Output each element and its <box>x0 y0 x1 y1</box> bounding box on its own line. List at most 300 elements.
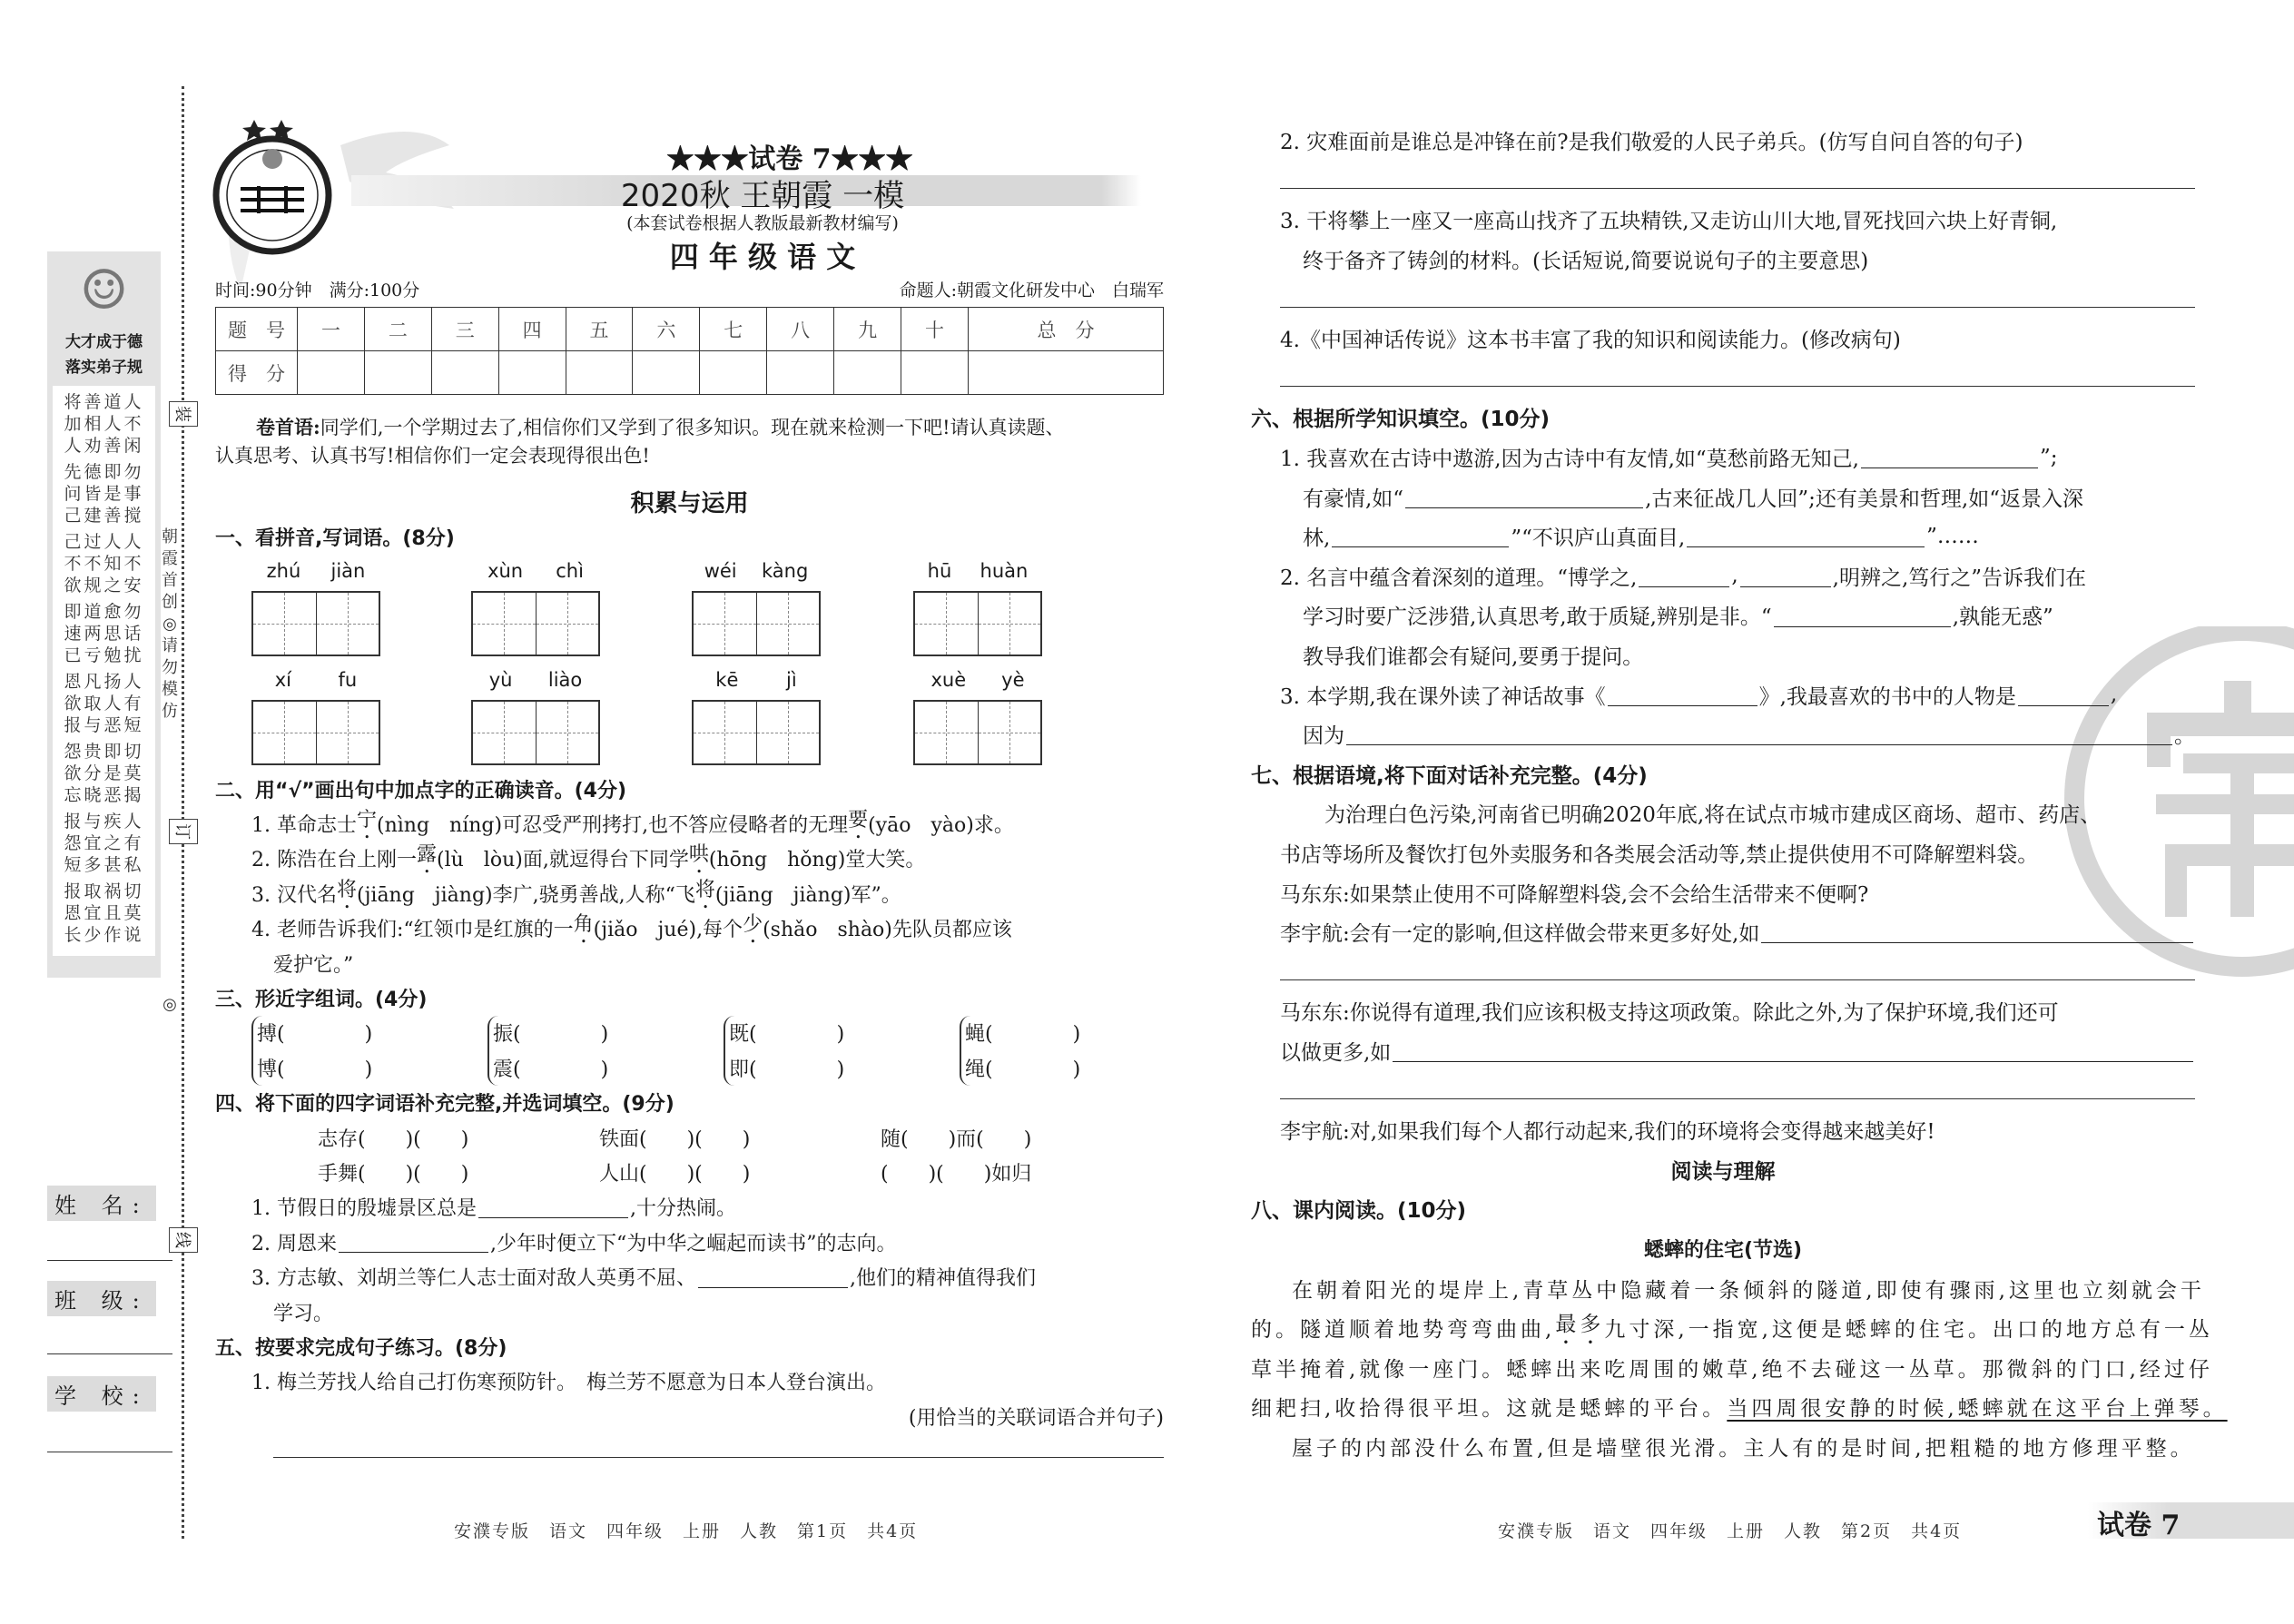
maxim-row: 人劝善闲 <box>64 436 144 456</box>
answer-blank[interactable] <box>339 1231 488 1253</box>
score-cell[interactable] <box>901 351 969 395</box>
underlined-sentence: 当四周很安静的时候,蟋蟀就在这平台上弹琴。 <box>1727 1397 2228 1422</box>
answer-line[interactable] <box>1280 359 2195 399</box>
q5-title <box>215 1329 1164 1363</box>
note-char: 仿 <box>162 702 178 721</box>
score-header-cell: 三 <box>431 308 498 351</box>
pinyin-syllable: yù <box>488 669 513 691</box>
maxim-row: 先德即勿 <box>64 462 144 482</box>
answer-line[interactable] <box>273 1433 1164 1468</box>
maxim-group <box>54 461 153 527</box>
q4-item <box>215 1190 1164 1225</box>
q6-line <box>1251 635 2195 675</box>
passage-line <box>1251 1427 2195 1467</box>
similar-char-pair <box>960 1016 1196 1086</box>
writing-grid[interactable] <box>692 591 821 656</box>
grid-cell[interactable] <box>757 593 820 655</box>
idiom-blank[interactable]: 随( )而( ) <box>881 1127 1032 1151</box>
maxim-row: 报与疾人 <box>64 812 144 832</box>
swirl-icon: ◎ <box>162 995 177 1014</box>
dotted-char: 少 <box>743 913 763 937</box>
score-table-header <box>216 308 1164 351</box>
maxim-row: 己建善搅 <box>64 506 144 526</box>
idiom-blank[interactable]: ( )( )如归 <box>881 1163 1032 1186</box>
q7-title <box>1251 754 2195 794</box>
pinyin-label <box>692 560 821 582</box>
dotted-char: 宁 <box>356 809 377 832</box>
text: 2. 陈浩在台上刚一 <box>251 849 417 872</box>
dialogue-line <box>1251 1031 2195 1071</box>
text: ,十分热闹。 <box>629 1197 736 1221</box>
class-input-line[interactable] <box>47 1353 172 1354</box>
score-cell[interactable] <box>298 351 365 395</box>
idiom-blank[interactable]: 志存( )( ) <box>318 1127 469 1151</box>
score-cell[interactable] <box>566 351 633 395</box>
q4-words-row <box>215 1120 1164 1155</box>
pinyin-label <box>913 560 1042 582</box>
maxim-row: 欲分是莫 <box>64 763 144 783</box>
writing-grid[interactable] <box>913 591 1042 656</box>
q4-title <box>215 1086 1164 1120</box>
note-char: 朝 <box>162 527 178 546</box>
maxim-group <box>54 741 153 806</box>
answer-blank[interactable] <box>698 1266 848 1288</box>
note-char: 勿 <box>162 658 178 677</box>
text: 的。隧道顺着地势弯弯曲曲, <box>1251 1318 1556 1343</box>
word-blank[interactable]: 博( ) <box>257 1058 373 1081</box>
pinyin-syllable: chì <box>556 560 584 582</box>
score-header-cell: 七 <box>700 308 767 351</box>
maxim-group <box>54 811 153 876</box>
score-header-cell: 十 <box>901 308 969 351</box>
text: 2. 名言中蕴含着深刻的道理。“博学之, <box>1280 566 1638 590</box>
q6-line <box>1251 477 2195 517</box>
answer-blank[interactable] <box>1346 723 2172 745</box>
text: ,古来征战几人回”;还有美景和哲理,如“返景入深 <box>1645 487 2083 511</box>
binding-mark: 线 <box>169 1227 198 1253</box>
text: (jiāng jiàng)李广,骁勇善战,人称“飞 <box>357 883 695 907</box>
grid-cell[interactable] <box>979 593 1041 655</box>
note-char: 请 <box>162 636 178 655</box>
maxim-group <box>54 881 153 946</box>
text: ,少年时便立下“为中华之崛起而读书”的志向。 <box>489 1232 897 1255</box>
maxims-list <box>53 386 155 956</box>
pinyin-syllable: xí <box>274 669 292 691</box>
score-cell[interactable] <box>431 351 498 395</box>
text: 九寸深,一指宽,这便是蟋蟀的住宅。出口的地方总有一丛 <box>1604 1318 2213 1343</box>
note-char: 创 <box>162 593 178 612</box>
word-blank[interactable]: 搏( ) <box>257 1023 373 1047</box>
dotted-char: 要 <box>848 809 869 832</box>
maxim-row: 已亏勉扰 <box>64 645 144 665</box>
grid-cell[interactable] <box>537 593 599 655</box>
word-blank[interactable]: 即( ) <box>729 1058 845 1081</box>
pinyin-syllable: huàn <box>980 560 1029 582</box>
text: (lù lòu)面,就逗得台下同学 <box>437 849 689 872</box>
text: 4. 老师告诉我们:“红领巾是红旗的一 <box>251 919 574 942</box>
q2-title <box>215 772 1164 806</box>
intro-text <box>215 413 1164 470</box>
text: 1. 节假日的殷墟景区总是 <box>251 1197 477 1221</box>
score-cell[interactable] <box>968 351 1163 395</box>
grid-cell[interactable] <box>694 702 757 763</box>
answer-line[interactable] <box>1280 161 2195 201</box>
exam-time: 时间:90分钟 满分:100分 <box>215 281 420 300</box>
note-char: 首 <box>162 571 178 590</box>
q5-item <box>1251 200 2195 240</box>
text: 七、根据语境,将下面对话补充完整。(4分) <box>1251 763 1648 788</box>
grid-cell[interactable] <box>473 702 537 763</box>
pinyin-syllable: fu <box>338 669 358 691</box>
answer-blank[interactable] <box>1687 525 1925 547</box>
pinyin-label <box>471 560 600 582</box>
text: 2. 灾难面前是谁总是冲锋在前?是我们敬爱的人民子弟兵。(仿写自问自答的句子) <box>1280 131 2023 155</box>
maxim-group <box>54 531 153 596</box>
dotted-char: 哄 <box>688 843 709 867</box>
q5-item <box>1251 121 2195 161</box>
text: 2. 周恩来 <box>251 1232 337 1255</box>
answer-blank[interactable] <box>1405 485 1643 507</box>
text: 草半掩着,就像一座门。蟋蟀出来吃周围的嫩草,绝不去碰这一丛草。那微斜的门口,经过仔 <box>1251 1357 2213 1382</box>
grid-cell[interactable] <box>757 702 820 763</box>
name-field[interactable] <box>47 1186 161 1221</box>
text: 1. 革命志士 <box>251 814 357 838</box>
similar-char-pair <box>487 1016 724 1086</box>
dialogue-line <box>1251 872 2195 912</box>
maxim-row: 不不知不 <box>64 554 144 574</box>
text: 二、用“√”画出句中加点字的正确读音。(4分) <box>215 779 627 802</box>
binding-mark: 订 <box>169 819 198 844</box>
score-header-cell: 总 分 <box>968 308 1163 351</box>
text: 学习时要广泛涉猎,认真思考,敢于质疑,辨别是非。“ <box>1303 605 1772 630</box>
passage-line <box>1251 1308 2213 1348</box>
q2-item <box>215 911 1164 946</box>
text: 细耙扫,收拾得很平坦。这就是蟋蟀的平台。 <box>1251 1397 1728 1422</box>
swirl-icon: ◎ <box>162 615 177 634</box>
text: ,孰能无惑” <box>1952 605 2053 630</box>
maxim-row: 忘晓恶揭 <box>64 785 144 805</box>
writing-grid[interactable] <box>692 700 821 765</box>
score-header-cell: 八 <box>767 308 834 351</box>
intro-line: 同学们,一个学期过去了,相信你们又学到了很多知识。现在就来检测一下吧!请认真读题、 <box>320 417 1065 438</box>
maxim-row: 加相人不 <box>64 414 144 434</box>
q7-context <box>1251 793 2195 833</box>
text: 八、课内阅读。(10分) <box>1251 1199 1467 1224</box>
q6-line <box>1251 517 2195 556</box>
pinyin-syllable: liào <box>547 669 583 691</box>
grid-cell[interactable] <box>915 702 979 763</box>
word-blank[interactable]: 震( ) <box>493 1058 609 1081</box>
text: 3. 方志敏、刘胡兰等仁人志士面对敌人英勇不屈、 <box>251 1267 696 1291</box>
answer-blank[interactable] <box>1774 604 1951 626</box>
score-header-cell: 五 <box>566 308 633 351</box>
q4-words-row <box>215 1155 1164 1189</box>
score-cell[interactable] <box>498 351 566 395</box>
text: 学习。 <box>273 1302 334 1325</box>
text: 爱护它。” <box>273 953 354 977</box>
text: 1. 我喜欢在古诗中遨游,因为古诗中有友情,如“莫愁前路无知己, <box>1280 448 1859 472</box>
text: 3. 汉代名 <box>251 883 337 907</box>
pinyin-syllable: xùn <box>487 560 524 582</box>
q2-item <box>215 842 1164 876</box>
answer-blank[interactable] <box>1608 683 1757 705</box>
passage-title: 蟋蟀的住宅(节选) <box>1643 1238 1803 1262</box>
answer-line[interactable] <box>1280 951 2195 991</box>
text: (jiǎo jué),每个 <box>593 919 743 942</box>
maxim-row: 即道愈勿 <box>64 602 144 622</box>
maxim-row: 长少作说 <box>64 925 144 945</box>
pinyin-syllable: zhú <box>266 560 301 582</box>
answer-blank[interactable] <box>478 1196 628 1218</box>
maxim-row: 欲规之安 <box>64 576 144 595</box>
score-header-cell: 四 <box>498 308 566 351</box>
score-header-cell: 九 <box>834 308 901 351</box>
name-input-line[interactable] <box>47 1260 172 1261</box>
similar-char-pair <box>251 1016 487 1086</box>
writing-grid[interactable] <box>471 591 600 656</box>
maxim-group <box>54 671 153 736</box>
dialogue-line <box>1251 1110 2195 1150</box>
exam-title: 2020秋 王朝霞 一模 <box>620 178 905 214</box>
left-questions <box>215 772 1164 1469</box>
idiom-blank[interactable]: 铁面( )( ) <box>599 1127 751 1151</box>
text: (yāo yào)求。 <box>868 814 1014 838</box>
text: (jiāng jiàng)军”。 <box>714 883 901 907</box>
score-cell[interactable] <box>633 351 700 395</box>
q6-line <box>1251 438 2195 477</box>
note-char: 霞 <box>162 549 178 568</box>
maxim-group <box>54 391 153 457</box>
answer-blank[interactable] <box>1639 565 1729 587</box>
text: ”…… <box>1926 524 1979 548</box>
text: , <box>1731 564 1738 588</box>
exam-subtitle: (本套试卷根据人教版最新教材编写) <box>626 213 899 233</box>
text: 》,我最喜欢的书中的人物是 <box>1758 684 2016 709</box>
q5-item <box>1251 240 2195 280</box>
text: 终于备齐了铸剑的材料。(长话短说,简要说说句子的主要意思) <box>1303 250 1869 274</box>
text: 3. 干将攀上一座又一座高山找齐了五块精铁,又走访山川大地,冒死找回六块上好青铜, <box>1280 210 2058 234</box>
text: ,明辨之,笃行之”告诉我们在 <box>1832 566 2087 590</box>
maxim-row: 欲取人有 <box>64 694 144 714</box>
writing-grid[interactable] <box>913 700 1042 765</box>
text: 3. 本学期,我在课外读了神话故事《 <box>1280 684 1606 709</box>
text: (shǎo shào)先队员都应该 <box>763 919 1012 942</box>
grid-cell[interactable] <box>253 702 317 763</box>
q6-line <box>1251 556 2195 596</box>
score-table-row <box>216 351 1164 395</box>
idiom-blank[interactable]: 手舞( )( ) <box>318 1163 469 1186</box>
text: 在朝着阳光的堤岸上,青草丛中隐藏着一条倾斜的隧道,即使有骤雨,这里也立刻就会干 <box>1292 1278 2205 1303</box>
dotted-char: 角 <box>573 913 594 937</box>
score-cell[interactable] <box>834 351 901 395</box>
note-char: 模 <box>162 680 178 699</box>
text: (hōng hǒng)堂大笑。 <box>708 849 926 872</box>
pinyin-label <box>251 669 380 691</box>
text: 4.《中国神话传说》这本书丰富了我的知识和阅读能力。(修改病句) <box>1280 329 1901 353</box>
subject-title: 四 年 级 语 文 <box>669 240 856 274</box>
q3-pairs <box>215 1016 1164 1086</box>
score-header-cell: 二 <box>364 308 431 351</box>
score-cell[interactable] <box>364 351 431 395</box>
paper-badge: 试卷 7 <box>2097 1510 2181 1541</box>
pinyin-label <box>471 669 600 691</box>
word-blank[interactable]: 蝇( ) <box>965 1023 1081 1047</box>
score-cell[interactable] <box>700 351 767 395</box>
q6-line <box>1251 595 2195 635</box>
student-illustration-icon: ☺ <box>79 259 129 322</box>
text: 五、按要求完成句子练习。(8分) <box>215 1336 507 1360</box>
right-questions <box>1251 121 2228 1466</box>
maxim-row: 报取祸切 <box>64 881 144 901</box>
section-title: 积累与运用 <box>630 490 749 517</box>
sidebar-motto: 落实弟子规 <box>65 359 143 377</box>
q2-item <box>215 806 1164 841</box>
score-header-cell: 题 号 <box>216 308 298 351</box>
q4-item <box>215 1225 1164 1259</box>
q1-title: 一、看拼音,写词语。(8分) <box>215 527 455 550</box>
q5-item <box>1251 319 2195 359</box>
q5-item <box>215 1364 1164 1399</box>
text: 书店等场所及餐饮打包外卖服务和各类展会活动等,禁止提供使用不可降解塑料袋。 <box>1280 842 2039 867</box>
pinyin-syllable: yè <box>1001 669 1025 691</box>
score-header-cell: 六 <box>633 308 700 351</box>
text: 李宇航:会有一定的影响,但这样做会带来更多好处,如 <box>1280 922 1760 947</box>
word-blank[interactable]: 绳( ) <box>965 1058 1081 1081</box>
writing-grid[interactable] <box>471 700 600 765</box>
score-header-cell: 一 <box>298 308 365 351</box>
text: 以做更多,如 <box>1280 1040 1392 1065</box>
section-title: 阅读与理解 <box>1670 1159 1776 1184</box>
text: 马东东:如果禁止使用不可降解塑料袋,会不会给生活带来不便啊? <box>1280 882 1869 907</box>
dotted-char: 最多 <box>1555 1312 1605 1336</box>
maxim-row: 将善道人 <box>64 392 144 412</box>
answer-blank[interactable] <box>1740 565 1831 587</box>
answer-blank[interactable] <box>1761 920 2193 943</box>
text: 六、根据所学知识填空。(10分) <box>1251 408 1551 432</box>
grid-cell[interactable] <box>473 593 537 655</box>
pinyin-syllable: wéi <box>704 560 737 582</box>
text: 1. 梅兰芳找人给自己打伤寒预防针。 梅兰芳不愿意为日本人登台演出。 <box>251 1372 886 1395</box>
answer-blank[interactable] <box>1861 446 2038 468</box>
similar-char-pair <box>724 1016 960 1086</box>
class-label: 班 级: <box>47 1281 156 1316</box>
maxim-row: 短多甚私 <box>64 855 144 875</box>
pinyin-syllable: xuè <box>930 669 967 691</box>
text: ,他们的精神值得我们 <box>850 1267 1036 1291</box>
grid-cell[interactable] <box>317 702 379 763</box>
grid-cell[interactable] <box>317 593 379 655</box>
text: 因为 <box>1303 724 1344 749</box>
pinyin-syllable: kē <box>715 669 739 691</box>
text: 屋子的内部没什么布置,但是墙壁很光滑。主人有的是时间,把粗糙的地方修理平整。 <box>1292 1436 2195 1461</box>
pinyin-syllable: hū <box>927 560 952 582</box>
text: (nìng níng)可忍受严刑拷打,也不答应侵略者的无理 <box>377 814 849 838</box>
dotted-char: 将 <box>336 878 357 901</box>
passage-line <box>1251 1268 2205 1308</box>
copyright-note <box>160 527 180 723</box>
answer-blank[interactable] <box>1332 525 1509 547</box>
intro-label: 卷首语: <box>256 416 320 438</box>
answer-blank[interactable] <box>2018 683 2109 705</box>
word-blank[interactable]: 既( ) <box>729 1023 845 1047</box>
intro-line: 认真思考、认真书写!相信你们一定会表现得很出色! <box>215 445 650 467</box>
sidebar-motto: 大才成于德 <box>65 333 143 351</box>
answer-line[interactable] <box>1280 279 2195 319</box>
text: 。 <box>2174 724 2195 749</box>
text: ”“不识庐山真面目, <box>1511 527 1686 551</box>
dotted-char: 将 <box>694 878 715 901</box>
maxim-group <box>54 601 153 666</box>
writing-grid[interactable] <box>251 591 380 656</box>
text: 为治理白色污染,河南省已明确2020年底,将在试点市城市建成区商场、超市、药店、 <box>1324 803 2102 828</box>
text: 李宇航:对,如果我们每个人都行动起来,我们的环境将会变得越来越美好! <box>1280 1120 1935 1145</box>
school-field[interactable] <box>47 1376 161 1412</box>
maxim-row: 问皆是事 <box>64 484 144 504</box>
exam-author: 命题人:朝霞文化研发中心 白瑞军 <box>899 281 1164 300</box>
q5-hint: (用恰当的关联词语合并句子) <box>908 1406 1164 1430</box>
maxim-row: 怨宜之有 <box>64 833 144 853</box>
text: 有豪情,如“ <box>1303 487 1404 511</box>
maxim-row: 报与恶短 <box>64 715 144 735</box>
q6-title <box>1251 398 2195 438</box>
grid-cell[interactable] <box>253 593 317 655</box>
text: 马东东:你说得有道理,我们应该积极支持这项政策。除此之外,为了保护环境,我们还可 <box>1280 1001 2059 1026</box>
grid-cell[interactable] <box>915 593 979 655</box>
passage-line <box>1251 1347 2213 1387</box>
q2-item <box>215 876 1164 910</box>
q4-item <box>215 1259 1164 1294</box>
answer-line[interactable] <box>1280 1070 2195 1110</box>
text: 林, <box>1303 527 1331 551</box>
text: 三、形近字组词。(4分) <box>215 989 428 1012</box>
q6-line <box>1251 714 2195 754</box>
page-footer: 安濮专版 语文 四年级 上册 人教 第1页 共4页 <box>454 1521 919 1541</box>
pinyin-label <box>251 560 380 582</box>
paper-number: ★★★试卷 7★★★ <box>666 143 913 175</box>
idiom-blank[interactable]: 人山( )( ) <box>599 1163 751 1186</box>
sidebar-panel <box>47 251 161 978</box>
q3-title <box>215 980 1164 1015</box>
binding-mark: 装 <box>169 401 198 427</box>
class-field[interactable] <box>47 1281 161 1316</box>
pinyin-syllable: jì <box>786 669 797 691</box>
pinyin-label <box>913 669 1042 691</box>
dialogue-line <box>1251 912 2195 952</box>
grid-cell[interactable] <box>694 593 757 655</box>
score-row-label: 得 分 <box>216 351 298 395</box>
maxim-row: 恩凡扬人 <box>64 672 144 692</box>
q8-title <box>1251 1189 2195 1229</box>
grid-cell[interactable] <box>537 702 599 763</box>
school-label: 学 校: <box>47 1376 156 1412</box>
binding-dotted-line <box>182 86 184 1539</box>
answer-blank[interactable] <box>1393 1039 2193 1062</box>
text: 四、将下面的四字词语补充完整,并选词填空。(9分) <box>215 1093 674 1117</box>
name-label: 姓 名: <box>47 1186 156 1221</box>
q4-item <box>215 1294 1164 1329</box>
writing-grid[interactable] <box>251 700 380 765</box>
maxim-row: 速两思话 <box>64 624 144 644</box>
text: , <box>2110 683 2118 707</box>
dialogue-line <box>1251 991 2195 1031</box>
q6-line <box>1251 674 2195 714</box>
word-blank[interactable]: 振( ) <box>493 1023 609 1047</box>
text: 教导我们谁都会有疑问,要勇于提问。 <box>1303 645 1644 670</box>
grid-cell[interactable] <box>979 702 1041 763</box>
page-footer: 安濮专版 语文 四年级 上册 人教 第2页 共4页 <box>1498 1521 1963 1541</box>
score-cell[interactable] <box>767 351 834 395</box>
q2-item <box>215 946 1164 980</box>
